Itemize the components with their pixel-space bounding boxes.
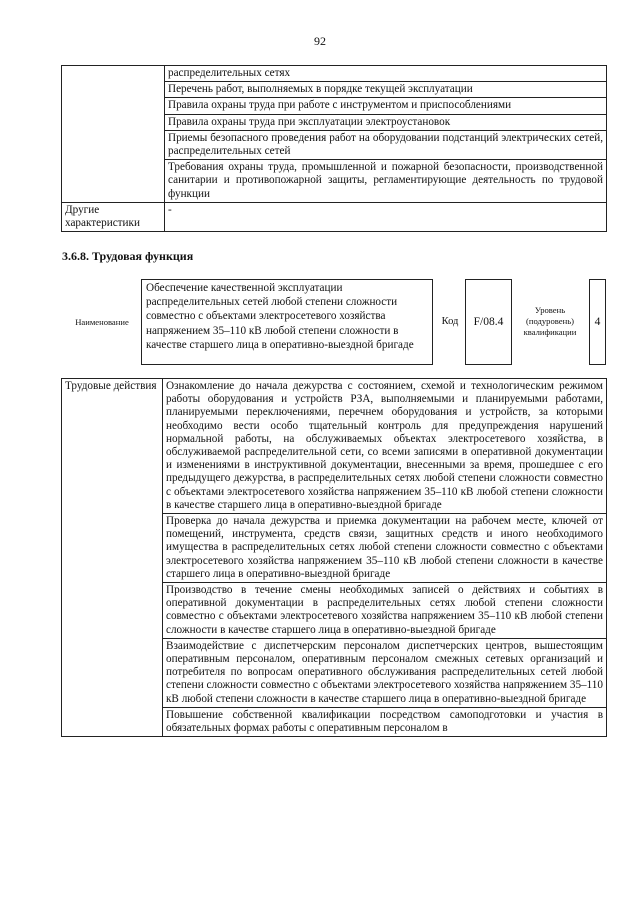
function-title-box: Обеспечение качественной эксплуатации распределительных сетей любой степени сложности совместно с объектами электросетевого хозяйства напряжением 35–110 кВ любой степени сложности в качестве старшего лица в оперативно-выездной бригаде — [141, 279, 433, 365]
table-row — [62, 379, 607, 514]
table-row — [62, 202, 607, 231]
action-item: Проверка до начала дежурства и приемка документации на рабочем месте, ключей от помещений, инструмента, средств связи, защитных средств и иного необходимого имущества в распределительных сетях любой степени сложности совместно с объектами электросетевого хозяйства напряжением 35–110 кВ любой степени сложности в качестве старшего лица в оперативно-выездной бригаде — [163, 514, 607, 583]
level-label: Уровень (подуровень) квалификации — [523, 305, 577, 337]
table-cell: распределительных сетях — [165, 66, 607, 82]
level-value-box: 4 — [589, 279, 606, 365]
section-heading: 3.6.8. Трудовая функция — [62, 249, 194, 263]
page-number: 92 — [314, 34, 326, 48]
code-label: Код — [441, 316, 459, 327]
table-cell-empty — [62, 66, 165, 203]
labor-actions-label: Трудовые действия — [62, 379, 163, 737]
other-characteristics-label: Другие характеристики — [62, 202, 165, 231]
table-row — [62, 66, 607, 82]
table-cell: Правила охраны труда при работе с инструментом и приспособлениями — [165, 98, 607, 114]
knowledge-table — [61, 65, 607, 232]
action-item: Взаимодействие с диспетчерским персоналом диспетчерских центров, вышестоящим оперативным персоналом, оперативным персоналом смежных сетевых организаций и потребителя по вопросам оперативного обслуживания распределительных сетей любой степени сложности совместно с объектами электросетевого хозяйства напряжением 35–110 кВ любой степени сложности в качестве старшего лица в оперативно-выездной бригаде — [163, 638, 607, 707]
table-cell: Правила охраны труда при эксплуатации электроустановок — [165, 114, 607, 130]
table-cell: Приемы безопасного проведения работ на оборудовании подстанций электрических сетей, распределительных сетей — [165, 130, 607, 159]
action-item: Ознакомление до начала дежурства с состоянием, схемой и технологическим режимом работы оборудования и устройств РЗА, выполняемыми и планируемыми работами, планируемыми переключениями, перечнем оборудования и устройств, за которыми необходимо вести особо тщательный контроль для предупреждения нарушений нормальной работы, на обслуживаемых объектах электросетевого хозяйства, в обслуживаемой распределительной сети, со всеми записями в оперативной документации и изменениями в инструктивной документации, внесенными за время, прошедшее с его предыдущего дежурства, в распределительных сетях любой степени сложности совместно с объектами электросетевого хозяйства напряжением 35–110 кВ любой степени сложности в качестве старшего лица в оперативно-выездной бригаде — [163, 379, 607, 514]
code-value-box: F/08.4 — [465, 279, 512, 365]
action-item: Повышение собственной квалификации посредством самоподготовки и участия в обязательных формах работы с оперативным персоналом в — [163, 707, 607, 736]
table-cell: Требования охраны труда, промышленной и пожарной безопасности, производственной санитарии и противопожарной защиты, регламентирующие деятельность по трудовой функции — [165, 160, 607, 203]
labor-actions-table — [61, 378, 607, 737]
action-item: Производство в течение смены необходимых записей о действиях и событиях в оперативной документации в распределительных сетях любой степени сложности совместно с объектами электросетевого хозяйства напряжением 35–110 кВ любой степени сложности в качестве старшего лица в оперативно-выездной бригаде — [163, 583, 607, 639]
other-characteristics-value: - — [165, 202, 607, 231]
table-cell: Перечень работ, выполняемых в порядке текущей эксплуатации — [165, 82, 607, 98]
name-label: Наименование — [75, 317, 129, 327]
